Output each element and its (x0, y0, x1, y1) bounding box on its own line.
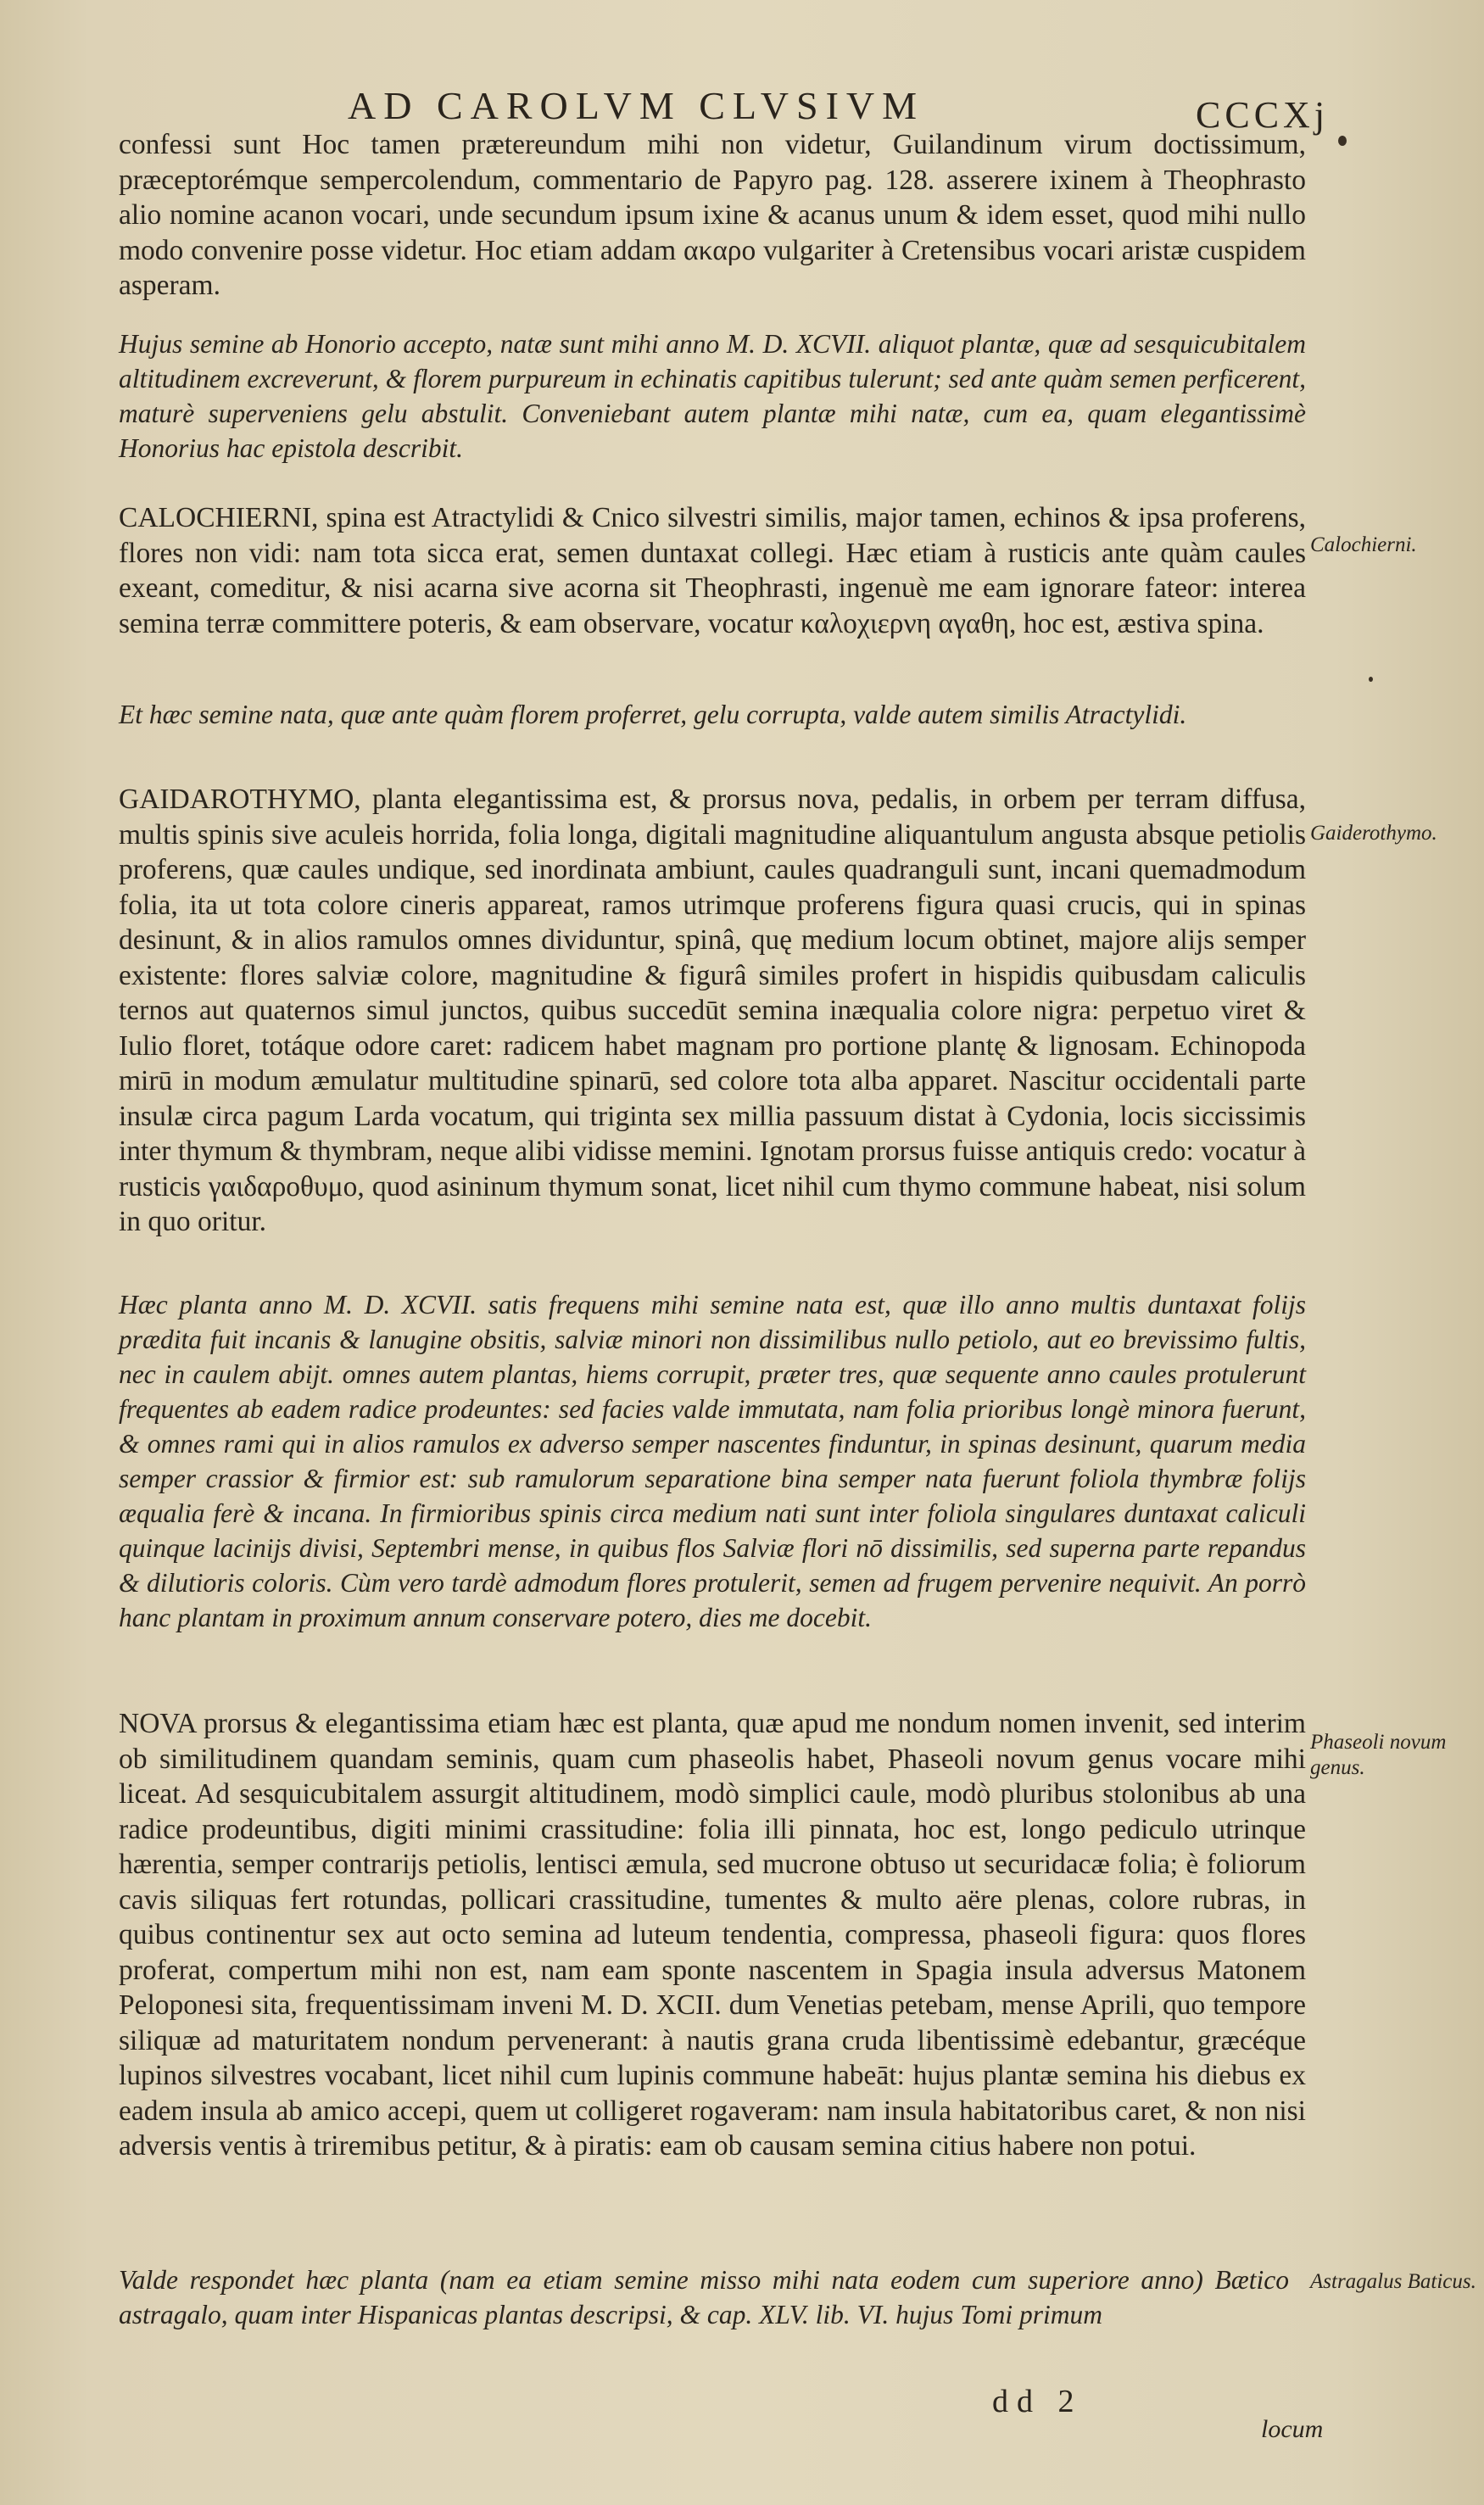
running-head: AD CAROLVM CLVSIVM (348, 84, 925, 127)
catchword: locum (1261, 2415, 1324, 2443)
paragraph-guilandinum: confessi sunt Hoc tamen prætereundum mihi non videtur, Guilandinum virum doctissimum, præceptorémque sempercolendum, commentario de Papyro pag. 128. asserere ixinem à Theophrasto alio nomine acanon vocari, unde secundum ipsum ixine & acanus unum & idem esset, quod mihi nullo modo convenire posse videtur. Hoc etiam addam ακαρο vulgariter à Cretensibus vocari aristæ cuspidem asperam. (119, 129, 1306, 301)
signature-mark: dd 2 (992, 2384, 1083, 2419)
margin-note-calochierni: Calochierni. (1310, 533, 1417, 556)
folio-number: CCCXj (1196, 94, 1330, 136)
margin-note-gaidarothymo: Gaiderothymo. (1310, 822, 1437, 845)
margin-note-astragalus: Astragalus Baticus. (1310, 2270, 1476, 2293)
paragraph-gaidarothymo: GAIDAROTHYMO, planta elegantissima est, & prorsus nova, pedalis, in orbem per terram diffusa, multis spinis sive aculeis horrida, folia longa, digitali magnitudine aliquantulum angusta absque petiolis proferens, quæ caules undique, sed inordinata ambiunt, caules quadranguli sunt, incani quemadmodum folia, ita ut tota colore cineris appareat, ramos utrimque proferens figura quasi crucis, qui in spinas desinunt, & in alios ramulos omnes dividuntur, spinâ, quę medium locum obtinet, majore alijs semper existente: flores salviæ colore, magnitudine & figurâ similes profert in hispidis quibusdam caliculis ternos aut quaternos simul junctos, quibus succedūt semina inæqualia colore nigra: perpetuo viret & Iulio floret, totáque odore caret: radicem habet magnam pro portione plantę & lignosam. Echinopoda mirū in modum æmulatur multitudine spinarū, sed colore tota alba apparet. Nascitur occidentali parte insulæ circa pagum Larda vocatum, qui triginta sex millia passuum distat à Cydonia, locis siccissimis inter thymum & thymbram, neque alibi vidisse memini. Ignotam prorsus fuisse antiquis credo: vocatur à rusticis γαιδαροθυμο, quod asininum thymum sonat, licet nihil cum thymo commune habeat, nisi solum in quo oritur. (119, 784, 1306, 1237)
paragraph-atractylidi-note: Et hæc semine nata, quæ ante quàm florem proferret, gelu corrupta, valde autem similis Atractylidi. (119, 700, 1187, 729)
paragraph-calochierni: CALOCHIERNI, spina est Atractylidi & Cnico silvestri similis, major tamen, echinos & ipsa proferens, flores non vidi: nam tota sicca erat, semen duntaxat collegi. Hæc etiam à rusticis ante quàm caules exeant, comeditur, & nisi acarna sive acorna sit Theophrasti, ingenuè me eam ignorare fateor: interea semina terræ committere poteris, & eam observare, vocatur καλοχιερνη αγαθη, hoc est, æstiva spina. (119, 502, 1306, 639)
paragraph-astragalo-note: Valde respondet hæc planta (nam ea etiam semine misso mihi nata eodem cum superiore anno) Bætico astragalo, quam inter Hispanicas plantas descripsi, & cap. XLV. lib. VI. hujus Tomi primum (119, 2265, 1289, 2329)
margin-note-phaseoli: Phaseoli novum genus. (1310, 1731, 1447, 1779)
paragraph-phaseoli: NOVA prorsus & elegantissima etiam hæc est planta, quæ apud me nondum nomen invenit, sed interim ob similitudinem quandam seminis, quam cum phaseolis habet, Phaseoli novum genus vocare mihi liceat. Ad sesquicubitalem assurgit altitudinem, modò simplici caule, modò pluribus stolonibus ab una radice prodeuntibus, digiti minimi crassitudine: folia illi pinnata, hoc est, longo pediculo utrinque hærentia, semper contrarijs petiolis, lentisci æmula, sed mucrone obtuso ut securidacæ folia; è foliorum cavis siliquas fert rotundas, pollicari crassitudine, tumentes & multo aëre plenas, colore rubras, in quibus continentur sex aut octo semina ad luteum tendentia, compressa, phaseoli figura: quos flores proferat, compertum mihi non est, nam eam sponte nascentem in Spagia insula adversus Matonem Peloponesi sita, frequentissimam inveni M. D. XCII. dum Venetias petebam, mense Aprili, quo tempore siliquæ ad maturitatem nondum pervenerant: à nautis grana cruda libentissimè edebantur, græcéque lupinos silvestres vocabant, licet nihil cum lupinis commune habeāt: hujus plantæ semina his diebus ex eadem insula ab amico accepi, quem ut colligeret rogaveram: nam insula habitatoribus caret, & non nisi adversis ventis à triremibus petitur, & à piratis: eam ob causam semina citius habere non potui. (119, 1708, 1306, 2162)
ink-speck (1338, 136, 1347, 146)
paragraph-planta-anno-note: Hæc planta anno M. D. XCVII. satis frequens mihi semine nata est, quæ illo anno multis duntaxat folijs prædita fuit incanis & lanugine obsitis, salviæ minori non dissimilibus nullo petiolo, aut eo brevissimo fultis, nec in caulem abijt. omnes autem plantas, hiems corrupit, præter tres, quæ sequente anno caules protulerunt frequentes ab eadem radice prodeuntes: sed facies valde immutata, nam folia prioribus longè minora fuerunt, & omnes rami qui in alios ramulos ex adverso semper nascentes finduntur, in spinas desinunt, quarum media semper crassior & firmior est: sub ramulorum separatione bina semper nata fuerunt foliola thymbræ folijs æqualia ferè & incana. In firmioribus spinis circa medium nati sunt inter foliola singulares duntaxat caliculi quinque lacinijs divisi, Septembri mense, in quibus flos Salviæ flori nō dissimilis, sed superna parte repandus & dilutioris coloris. Cùm vero tardè admodum flores protulerit, semen ad frugem pervenire nequivit. An porrò hanc plantam in proximum annum conservare potero, dies me docebit. (119, 1290, 1306, 1632)
paragraph-honorio-note: Hujus semine ab Honorio accepto, natæ sunt mihi anno M. D. XCVII. aliquot plantæ, quæ ad sesquicubitalem altitudinem excreverunt, & florem purpureum in echinatis capitibus tulerunt; sed ante quàm semen perficerent, maturè superveniens gelu abstulit. Conveniebant autem plantæ mihi natæ, cum ea, quam elegantissimè Honorius hac epistola describit. (119, 329, 1306, 463)
ink-speck (1369, 677, 1373, 682)
